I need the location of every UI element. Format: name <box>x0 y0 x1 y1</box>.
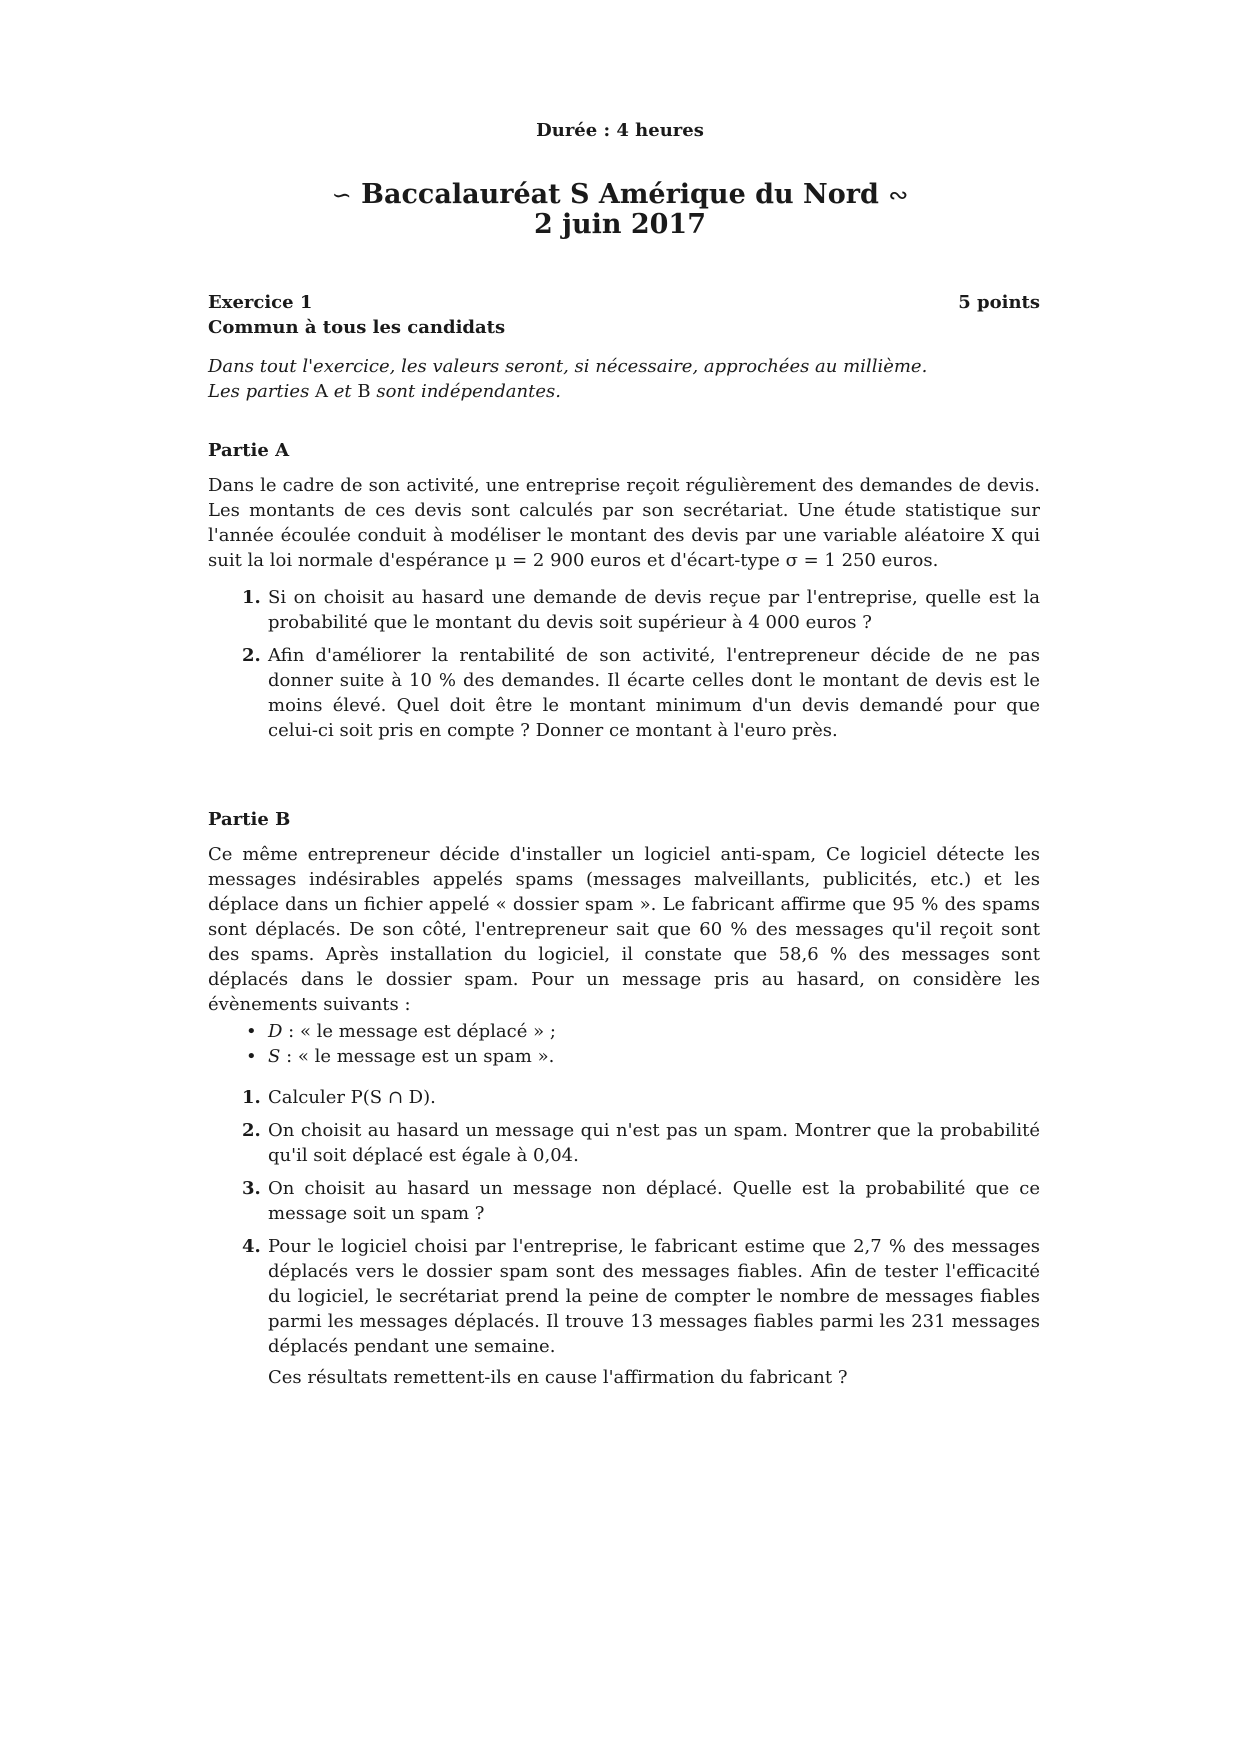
event-variable: D <box>268 1021 283 1042</box>
exam-date: 2 juin 2017 <box>533 209 707 240</box>
intro-text: et <box>328 381 358 402</box>
question-number: 4. <box>242 1236 261 1257</box>
question-item <box>208 585 1040 635</box>
intro-text: sont indépendantes. <box>370 381 561 402</box>
question-item <box>208 1176 1040 1226</box>
event-text: : « le message est un spam ». <box>280 1046 555 1067</box>
question-text: Calculer P(S ∩ D). <box>268 1087 436 1108</box>
part-b-paragraph: Ce même entrepreneur décide d'installer un logiciel anti-spam, Ce logiciel détecte les messages indésirables appelés spams (messages malveillants, publicités, etc.) et les déplace dans un fichier appelé « dossier spam ». Le fabricant affirme que 95 % des spams sont déplacés. De son côté, l'entrepreneur sait que 60 % des messages qu'il reçoit sont des spams. Après installation du logiciel, il constate que 58,6 % des messages sont déplacés dans le dossier spam. Pour un message pris au hasard, on considère les évènements suivants : <box>208 844 1040 1015</box>
ornament-right-icon: ∾ <box>888 181 909 209</box>
part-b-title: Partie B <box>208 809 291 830</box>
question-number: 2. <box>242 1120 261 1141</box>
part-a-paragraph: Dans le cadre de son activité, une entreprise reçoit régulièrement des demandes de devis. Les montants de ces devis sont calculés par son secrétariat. Une étude statistique sur l'année écoulée conduit à modéliser le montant des devis par une variable aléatoire X qui suit la loi normale d'espérance μ = 2 900 euros et d'écart-type σ = 1 250 euros. <box>208 475 1040 571</box>
exercise-title: Exercice 1 <box>208 292 313 313</box>
exam-duration: Durée : 4 heures <box>536 120 704 141</box>
exam-title: Baccalauréat S Amérique du Nord <box>361 179 879 210</box>
intro-line-1: Dans tout l'exercice, les valeurs seront, si nécessaire, approchées au millième. <box>208 356 928 377</box>
exercise-audience: Commun à tous les candidats <box>208 317 506 338</box>
question-item <box>208 1234 1040 1390</box>
event-item <box>208 1044 1040 1069</box>
ornament-left-icon: ∽ <box>331 181 352 209</box>
bullet-icon: • <box>246 1046 257 1067</box>
part-a-title: Partie A <box>208 440 290 461</box>
question-text: On choisit au hasard un message non déplacé. Quelle est la probabilité que ce message soit un spam ? <box>268 1178 1040 1224</box>
part-a-questions <box>208 585 1040 743</box>
question-item <box>208 1085 1040 1110</box>
event-item <box>208 1019 1040 1044</box>
title-block <box>0 180 1240 240</box>
event-text: : « le message est déplacé » ; <box>282 1021 556 1042</box>
part-b-ref: B <box>357 381 371 402</box>
question-text: Si on choisit au hasard une demande de devis reçue par l'entreprise, quelle est la probabilité que le montant du devis soit supérieur à 4 000 euros ? <box>268 587 1040 633</box>
intro-text: Les parties <box>208 381 316 402</box>
question-number: 2. <box>242 645 261 666</box>
question-item <box>208 1118 1040 1168</box>
bullet-icon: • <box>246 1021 257 1042</box>
exercise-intro <box>208 354 1040 404</box>
question-number: 3. <box>242 1178 261 1199</box>
question-text: Afin d'améliorer la rentabilité de son activité, l'entrepreneur décide de ne pas donner suite à 10 % des demandes. Il écarte celles dont le montant de devis est le moins élevé. Quel doit être le montant minimum d'un devis demandé pour que celui-ci soit pris en compte ? Donner ce montant à l'euro près. <box>268 645 1040 741</box>
event-variable: S <box>268 1046 281 1067</box>
part-b-questions <box>208 1085 1040 1390</box>
question-text: On choisit au hasard un message qui n'est pas un spam. Montrer que la probabilité qu'il soit déplacé est égale à 0,04. <box>268 1120 1040 1166</box>
events-list <box>208 1019 1040 1069</box>
part-a-ref: A <box>315 381 329 402</box>
intro-line-2 <box>208 379 1040 404</box>
exercise-content <box>208 290 1040 1398</box>
exercise-points: 5 points <box>958 292 1040 313</box>
question-item <box>208 643 1040 743</box>
question-number: 1. <box>242 1087 261 1108</box>
exam-title-line <box>0 180 1240 210</box>
question-followup: Ces résultats remettent-ils en cause l'affirmation du fabricant ? <box>268 1367 848 1388</box>
exercise-header <box>208 290 1040 315</box>
question-number: 1. <box>242 587 261 608</box>
question-text: Pour le logiciel choisi par l'entreprise, le fabricant estime que 2,7 % des messages déplacés vers le dossier spam sont des messages fiables. Afin de tester l'efficacité du logiciel, le secrétariat prend la peine de compter le nombre de messages fiables parmi les messages déplacés. Il trouve 13 messages fiables parmi les 231 messages déplacés pendant une semaine. <box>268 1236 1040 1357</box>
